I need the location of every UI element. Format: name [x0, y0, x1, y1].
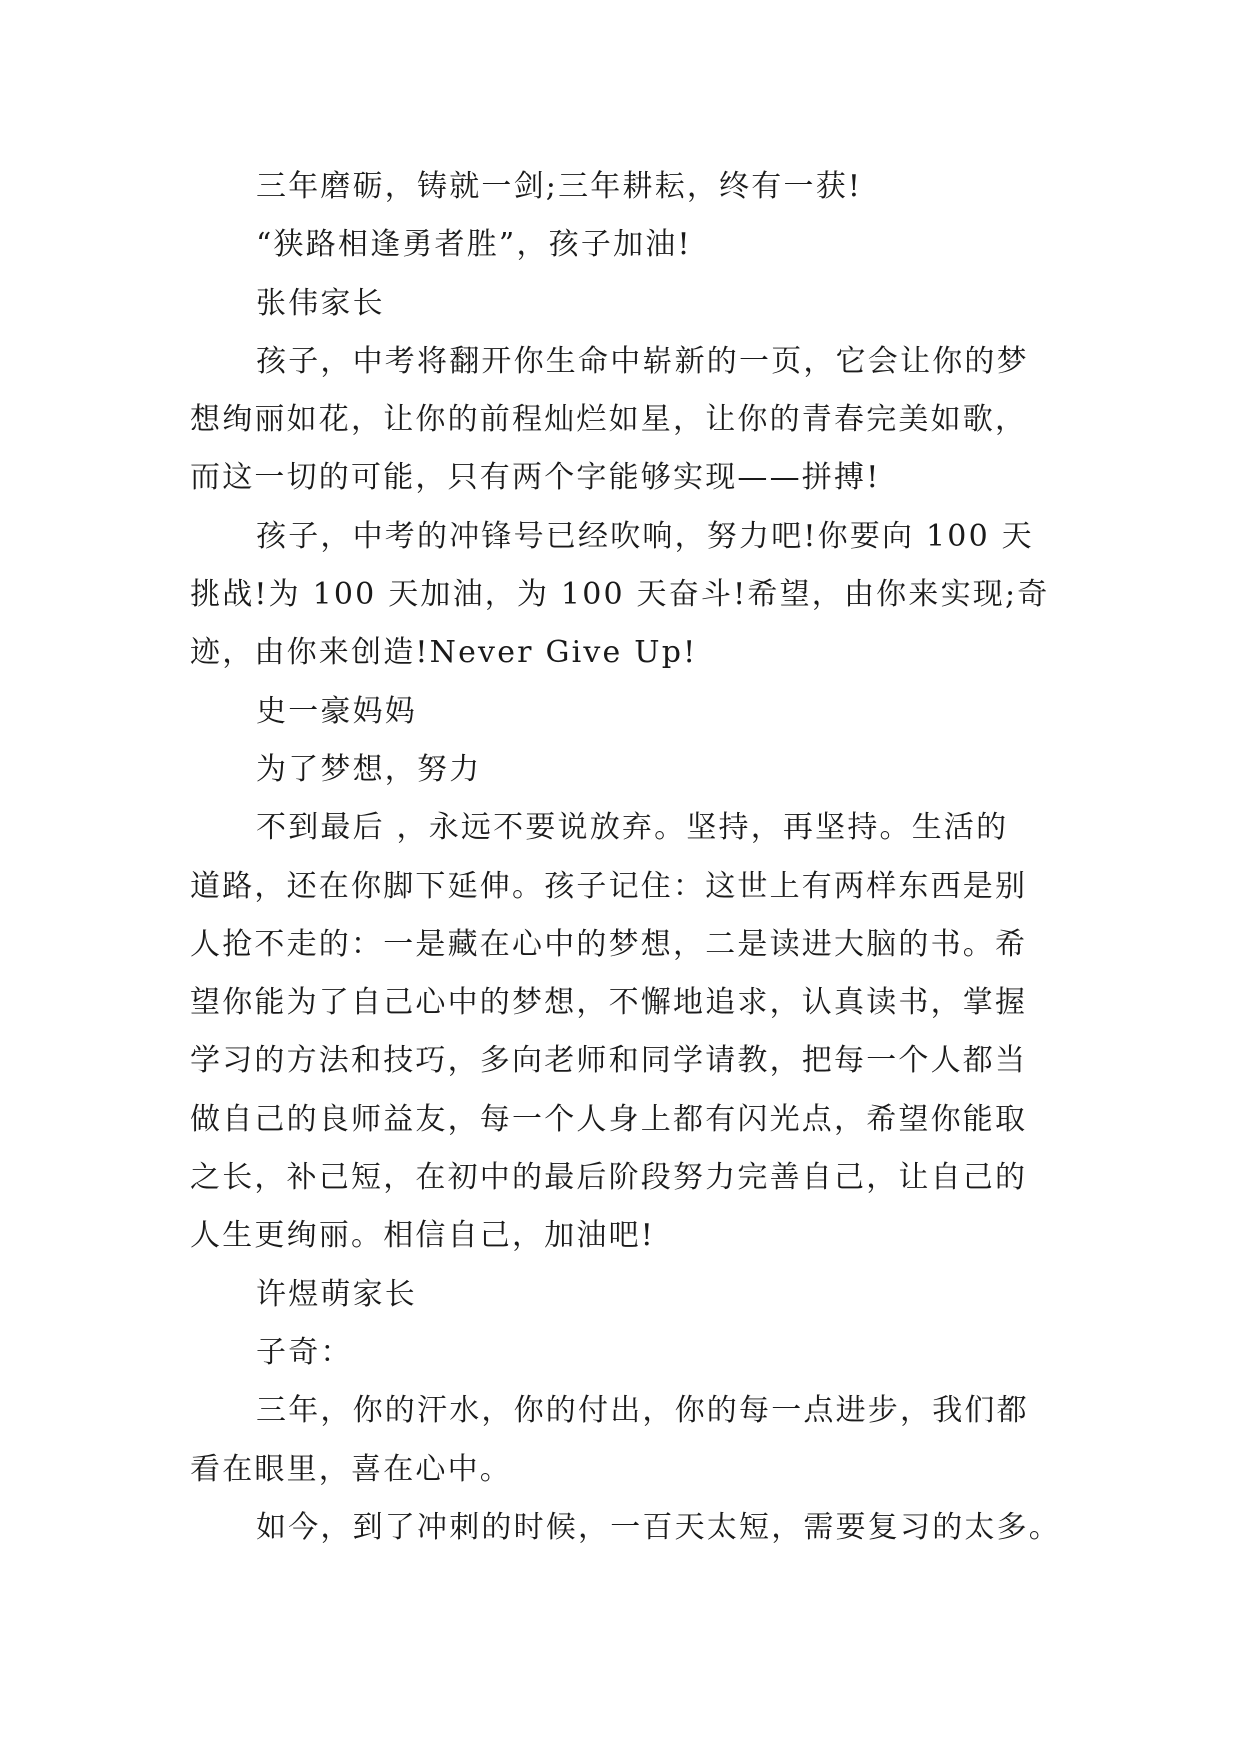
text-line: 做自己的良师益友，每一个人身上都有闪光点，希望你能取	[190, 1101, 1028, 1137]
text-line: 孩子，中考将翻开你生命中崭新的一页，它会让你的梦	[256, 343, 1029, 379]
text-line: 挑战!为 100 天加油，为 100 天奋斗!希望，由你来实现;奇	[190, 577, 1050, 613]
signature-line: 史一豪妈妈	[256, 693, 417, 729]
text-line: 迹，由你来创造!Never Give Up!	[190, 635, 698, 671]
text-line: 三年磨砺，铸就一剑;三年耕耘，终有一获!	[256, 169, 863, 204]
document-body	[190, 158, 1061, 1557]
text-line: 不到最后 ，永远不要说放弃。坚持，再坚持。生活的	[256, 810, 1009, 846]
salutation-line: 子奇：	[256, 1334, 353, 1370]
text-line: 人抢不走的：一是藏在心中的梦想，二是读进大脑的书。希	[190, 926, 1028, 962]
text-line: 孩子，中考的冲锋号已经吹响，努力吧!你要向 100 天	[256, 518, 1034, 554]
text-line: 之长，补己短，在初中的最后阶段努力完善自己，让自己的	[190, 1160, 1028, 1196]
text-line: 如今，到了冲刺的时候，一百天太短，需要复习的太多。	[256, 1509, 1061, 1545]
text-line: 望你能为了自己心中的梦想，不懈地追求，认真读书，掌握	[190, 985, 1028, 1021]
signature-line: 张伟家长	[256, 285, 385, 321]
text-line: 三年，你的汗水，你的付出，你的每一点进步，我们都	[256, 1393, 1029, 1429]
text-line: “狭路相逢勇者胜”，孩子加油!	[256, 227, 692, 263]
text-line: 人生更绚丽。相信自己，加油吧!	[190, 1218, 656, 1254]
signature-line: 许煜萌家长	[256, 1276, 417, 1312]
text-line: 想绚丽如花，让你的前程灿烂如星，让你的青春完美如歌，	[190, 402, 1028, 438]
text-line: 学习的方法和技巧，多向老师和同学请教，把每一个人都当	[190, 1043, 1028, 1079]
text-line: 道路，还在你脚下延伸。孩子记住：这世上有两样东西是别	[190, 868, 1028, 904]
heading-line: 为了梦想，努力	[256, 751, 482, 787]
text-line: 看在眼里，喜在心中。	[190, 1451, 512, 1487]
text-line: 而这一切的可能，只有两个字能够实现——拼搏!	[190, 460, 881, 496]
